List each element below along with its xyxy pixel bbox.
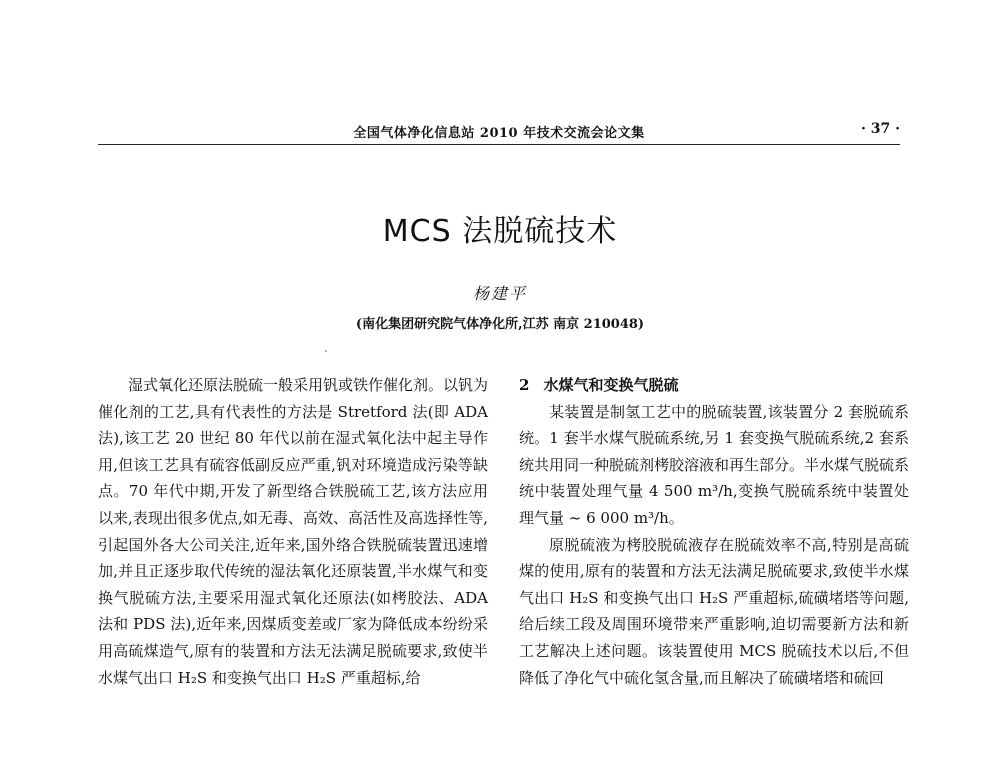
stray-dot [325,350,327,352]
body-paragraph-2: 原脱硫液为栲胶脱硫液存在脱硫效率不高,特别是高硫煤的使用,原有的装置和方法无法满足脱硫要求,致使半水煤气出口 H₂S 和变换气出口 H₂S 严重超标,硫磺堵塔等问题,给后续工段及周围环境带来严重影响,迫切需要新方法和新工艺解决上述问题。该装置使用 MCS 脱硫技术以后,不但降低了净化气中硫化氢含量,而且解决了硫磺堵塔和硫回 [519,535,909,687]
running-title: 全国气体净化信息站 2010 年技术交流会论文集 [353,126,645,141]
intro-paragraph: 湿式氧化还原法脱硫一般采用钒或铁作催化剂。以钒为催化剂的工艺,具有代表性的方法是 Stretford 法(即 ADA 法),该工艺 20 世纪 80 年代以前在湿式氧化法中起主导作用,但该工艺具有硫容低副反应严重,钒对环境造成污染等缺点。70 年代中期,开发了新型络合铁脱硫工艺,该方法应用以来,表现出很多优点,如无毒、高效、高活性及高选择性等,引起国外各大公司关注,近年来,国外络合铁脱硫装置迅速增加,并且正逐步取代传统的湿法氧化还原装置,半水煤气和变换气脱硫方法,主要采用湿式氧化还原法(如栲胶法、ADA 法和 PDS 法),近年来,因煤质变差或厂家为降低成本纷纷采用高硫煤造气,原有的装置和方法无法满足脱硫要求,致使半水煤气出口 H₂S 和变换气出口 H₂S 严重超标,给 [98,376,489,687]
section-heading [519,372,909,399]
running-head [98,122,900,145]
article-author: 杨建平 [472,284,527,303]
section-title: 水煤气和变换气脱硫 [543,376,679,394]
article-affiliation: (南化集团研究院气体净化所,江苏 南京 210048) [355,317,645,332]
page-number: · 37 · [861,121,900,137]
body-paragraph-1: 某装置是制氢工艺中的脱硫装置,该装置分 2 套脱硫系统。1 套半水煤气脱硫系统,另 1 套变换气脱硫系统,2 套系统共用同一种脱硫剂栲胶溶液和再生部分。半水煤气脱硫系统中装置处理气量 4 500 m³/h,变换气脱硫系统中装置处理气量 ~ 6 000 m³/h。 [519,402,910,527]
left-column [98,372,488,691]
section-number: 2 [519,376,530,394]
right-column [519,372,909,691]
article-title: MCS 法脱硫技术 [382,214,618,249]
